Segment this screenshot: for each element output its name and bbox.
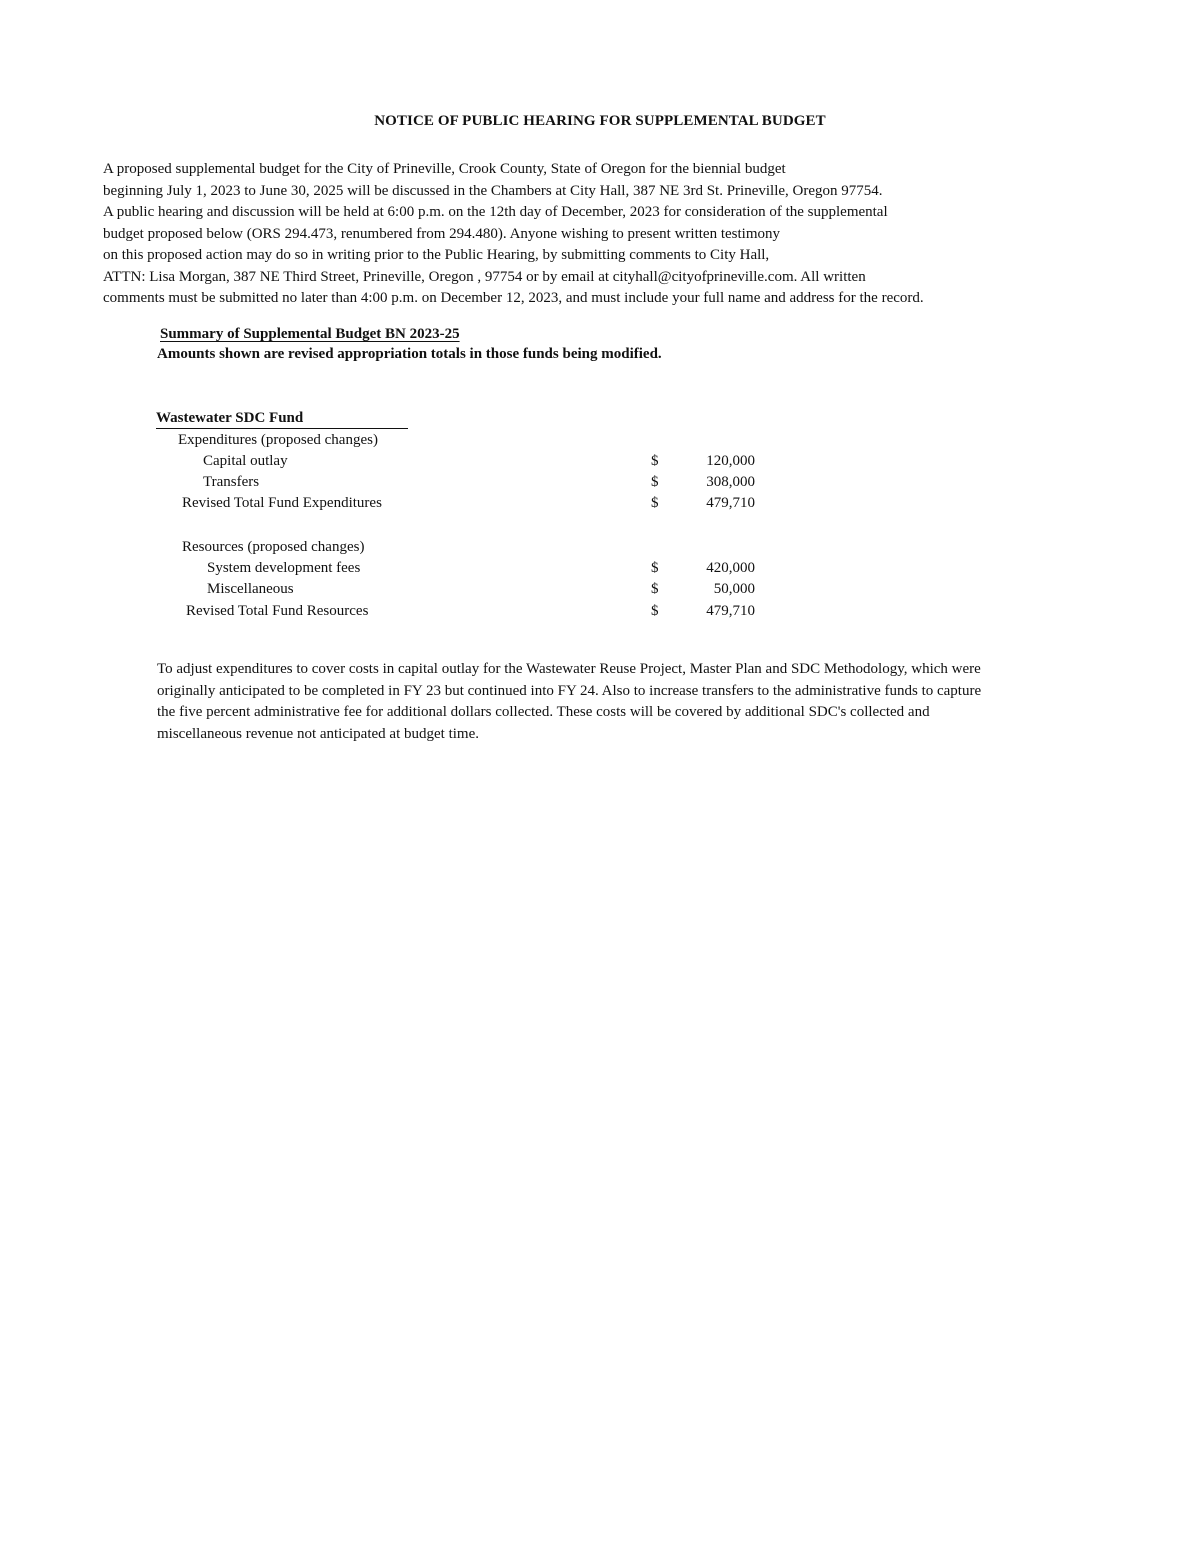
line-item-amount: 50,000 — [713, 581, 755, 597]
total-label: Revised Total Fund Resources — [186, 603, 369, 619]
intro-line: beginning July 1, 2023 to June 30, 2025 will be discussed in the Chambers at City Hall, 387 NE 3rd St. Prineville, Oregon 97754. — [103, 182, 883, 199]
currency-symbol: $ — [651, 495, 659, 511]
explanation-line: originally anticipated to be completed in FY 23 but continued into FY 24. Also to increase transfers to the administrative funds to capture — [157, 682, 982, 699]
line-item-amount: 308,000 — [706, 474, 755, 490]
explanation-line: miscellaneous revenue not anticipated at budget time. — [157, 725, 479, 742]
summary-title: Summary of Supplemental Budget BN 2023-25 — [160, 326, 460, 342]
fund-name: Wastewater SDC Fund — [156, 409, 408, 429]
intro-line: on this proposed action may do so in writing prior to the Public Hearing, by submitting comments to City Hall, — [103, 247, 770, 263]
currency-symbol: $ — [651, 474, 659, 490]
intro-line: budget proposed below (ORS 294.473, renumbered from 294.480). Anyone wishing to present written testimony — [103, 225, 780, 242]
line-item-label: System development fees — [207, 560, 361, 576]
summary-subtitle: Amounts shown are revised appropriation totals in those funds being modified. — [157, 346, 662, 362]
intro-line: A proposed supplemental budget for the City of Prineville, Crook County, State of Oregon for the biennial budget — [103, 161, 786, 177]
summary-heading — [157, 324, 662, 364]
notice-intro-paragraph — [103, 159, 1103, 310]
line-item-label: Transfers — [203, 474, 260, 490]
resources-heading: Resources (proposed changes) — [182, 539, 365, 555]
line-item-amount: 420,000 — [706, 560, 755, 576]
expenditures-heading: Expenditures (proposed changes) — [178, 432, 378, 448]
intro-line: ATTN: Lisa Morgan, 387 NE Third Street, Prineville, Oregon , 97754 or by email at cityhall@cityofprineville.com. All written — [103, 268, 866, 285]
currency-symbol: $ — [651, 581, 659, 597]
explanation-paragraph — [157, 659, 1117, 745]
explanation-line: the five percent administrative fee for additional dollars collected. These costs will be covered by additional SDC's collected and — [157, 704, 930, 721]
total-amount: 479,710 — [706, 603, 755, 619]
currency-symbol: $ — [651, 603, 659, 619]
intro-line: A public hearing and discussion will be held at 6:00 p.m. on the 12th day of December, 2023 for consideration of the supplemental — [103, 204, 888, 220]
line-item-label: Capital outlay — [203, 453, 288, 469]
notice-title: NOTICE OF PUBLIC HEARING FOR SUPPLEMENTAL BUDGET — [374, 113, 826, 129]
intro-line: comments must be submitted no later than 4:00 p.m. on December 12, 2023, and must include your full name and address for the record. — [103, 290, 924, 306]
currency-symbol: $ — [651, 453, 659, 469]
line-item-label: Miscellaneous — [207, 581, 294, 597]
line-item-amount: 120,000 — [706, 453, 755, 469]
currency-symbol: $ — [651, 560, 659, 576]
total-amount: 479,710 — [706, 495, 755, 511]
explanation-line: To adjust expenditures to cover costs in capital outlay for the Wastewater Reuse Project, Master Plan and SDC Methodology, which were — [157, 661, 981, 677]
total-label: Revised Total Fund Expenditures — [182, 495, 382, 511]
